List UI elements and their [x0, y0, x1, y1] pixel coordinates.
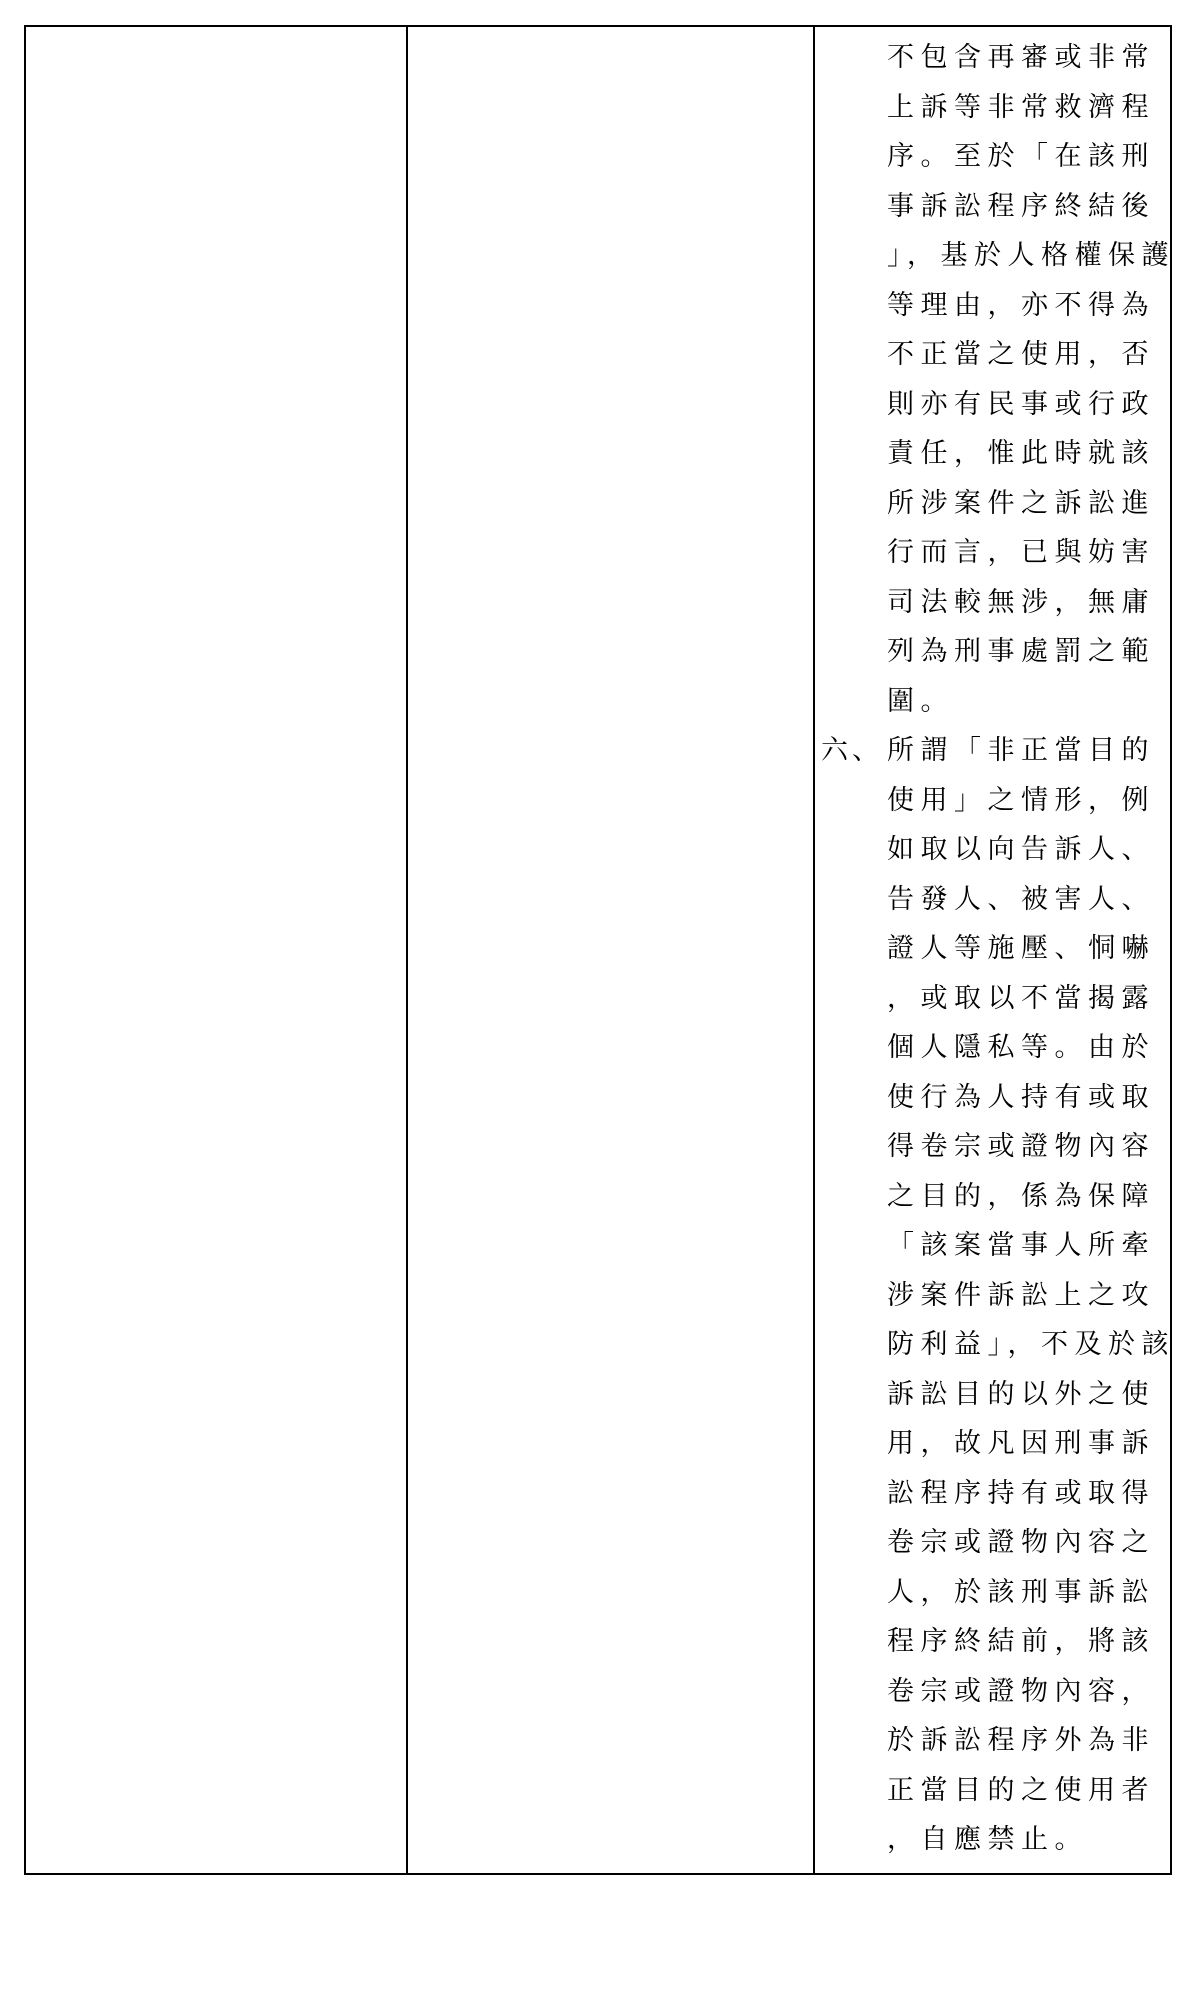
text-line: 使用」之情形，例	[887, 784, 1155, 816]
text-line: 之目的，係為保障	[887, 1180, 1155, 1212]
text-line: 等理由，亦不得為	[887, 289, 1155, 321]
text-line: 正當目的之使用者	[887, 1774, 1155, 1806]
text-line: 訴訟目的以外之使	[887, 1378, 1155, 1410]
text-line: 所謂「非正當目的	[887, 735, 1155, 766]
text-line: 如取以向告訴人、	[887, 834, 1155, 865]
item-marker: 六、	[821, 735, 883, 766]
explanation-text	[815, 27, 1175, 1865]
text-line: 列為刑事處罰之範	[887, 636, 1155, 667]
text-line: 上訴等非常救濟程	[887, 91, 1155, 123]
table-cell-column-2	[407, 26, 814, 1874]
item-six-text	[887, 726, 1175, 1865]
text-line: 事訴訟程序終結後	[887, 190, 1155, 222]
text-line: 卷宗或證物內容，	[887, 1675, 1155, 1707]
text-line: 證人等施壓、恫嚇	[887, 933, 1155, 964]
text-line: 於訴訟程序外為非	[887, 1725, 1155, 1756]
continued-item-text	[887, 33, 1175, 726]
text-line: 司法較無涉，無庸	[887, 586, 1155, 618]
comparison-table	[24, 25, 1175, 1875]
text-line: 訟程序持有或取得	[887, 1477, 1155, 1509]
text-line: 使行為人持有或取	[887, 1081, 1155, 1113]
text-line: 不正當之使用，否	[887, 339, 1155, 370]
text-line: 所涉案件之訴訟進	[887, 487, 1155, 519]
text-line: 個人隱私等。由於	[887, 1032, 1155, 1063]
text-line: ，或取以不當揭露	[887, 982, 1155, 1014]
text-line: 卷宗或證物內容之	[887, 1527, 1155, 1558]
table-cell-explanation	[814, 26, 1175, 1874]
text-line: 人，於該刑事訴訟	[887, 1576, 1155, 1608]
item-six	[821, 726, 1175, 1865]
table-cell-column-1	[25, 26, 407, 1874]
text-line: 涉案件訴訟上之攻	[887, 1279, 1155, 1311]
table-row	[25, 26, 1171, 1874]
continued-item	[821, 33, 1175, 726]
text-line: 「該案當事人所牽	[887, 1230, 1155, 1261]
text-line: 防利益」，不及於該	[887, 1329, 1175, 1360]
text-line: 行而言，已與妨害	[887, 537, 1155, 568]
text-line: 責任，惟此時就該	[887, 438, 1155, 469]
text-line: 則亦有民事或行政	[887, 388, 1155, 420]
text-line: ，自應禁止。	[887, 1824, 1088, 1855]
text-line: 序。至於「在該刑	[887, 141, 1155, 172]
text-line: 得卷宗或證物內容	[887, 1131, 1155, 1162]
text-line: 圍。	[887, 685, 954, 717]
text-line: 用，故凡因刑事訴	[887, 1428, 1155, 1459]
text-line: 程序終結前，將該	[887, 1626, 1155, 1657]
text-line: 不包含再審或非常	[887, 42, 1155, 73]
text-line: 告發人、被害人、	[887, 883, 1155, 915]
text-line: 」，基於人格權保護	[887, 240, 1175, 271]
